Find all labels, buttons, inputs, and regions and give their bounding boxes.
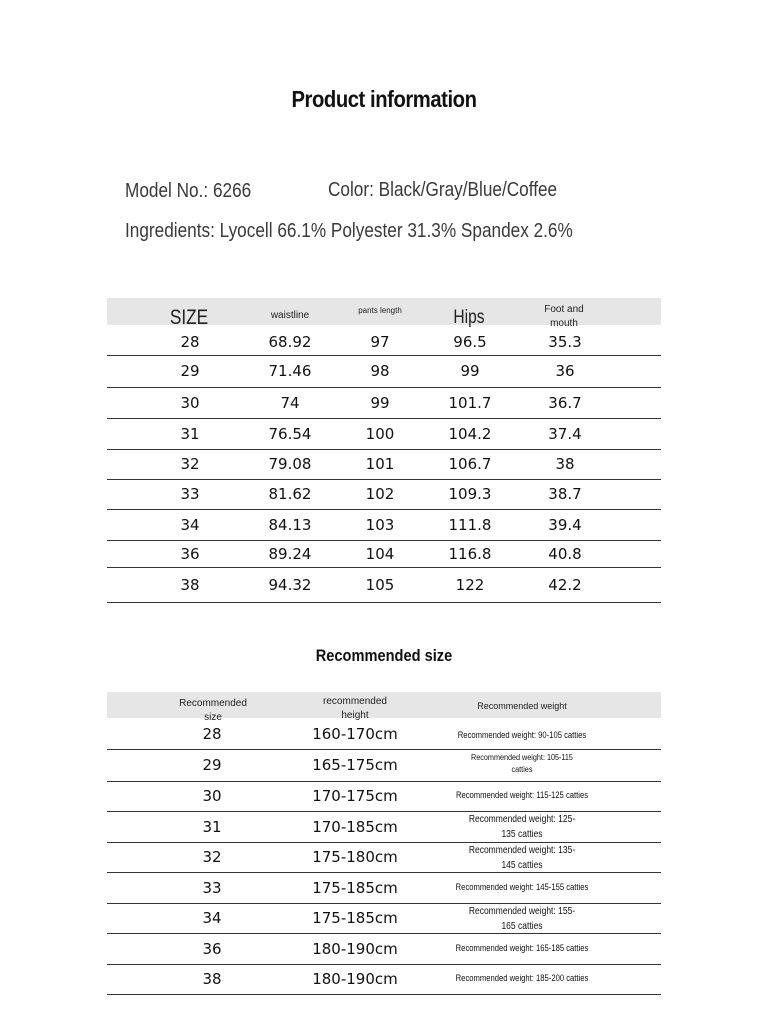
cell-waistline: 94.32 (268, 576, 312, 594)
cell-size: 32 (180, 455, 200, 473)
cell-pants-length: 99 (370, 394, 390, 412)
table-row (107, 567, 661, 603)
cell-recommended-height: 175-180cm (312, 848, 398, 866)
cell-size: 28 (180, 333, 200, 351)
table-row (107, 449, 661, 480)
cell-recommended-size: 36 (202, 940, 222, 958)
header-foot-mouth: Foot and mouth (544, 304, 584, 329)
cell-recommended-height: 180-190cm (312, 970, 398, 988)
page-title: Product information (291, 86, 477, 112)
cell-recommended-weight: Recommended weight: 165-185 catties (455, 943, 589, 953)
cell-recommended-height: 180-190cm (312, 940, 398, 958)
table-row (107, 718, 661, 750)
header-recommended-height: recommended height (323, 696, 387, 721)
table-row (107, 842, 661, 873)
cell-waistline: 76.54 (268, 425, 312, 443)
cell-pants-length: 102 (365, 485, 395, 503)
cell-size: 31 (180, 425, 200, 443)
cell-size: 36 (180, 545, 200, 563)
table-row (107, 355, 661, 388)
cell-foot-mouth: 38 (555, 455, 575, 473)
table-row (107, 479, 661, 510)
size-table (107, 298, 661, 603)
table-row (107, 903, 661, 934)
cell-foot-mouth: 36.7 (548, 394, 582, 412)
cell-hips: 122 (455, 576, 485, 594)
cell-pants-length: 100 (365, 425, 395, 443)
cell-recommended-weight: Recommended weight: 90-105 catties (457, 730, 587, 740)
header-pants-length: pants length (358, 306, 402, 315)
table-row (107, 540, 661, 568)
cell-hips: 104.2 (448, 425, 492, 443)
table-row (107, 749, 661, 782)
cell-recommended-weight: Recommended weight: 115-125 catties (455, 790, 589, 800)
table-row (107, 872, 661, 904)
header-recommended-size: Recommended size (179, 698, 247, 723)
ingredients-info: Ingredients: Lyocell 66.1% Polyester 31.3% Spandex 2.6% (125, 220, 573, 242)
cell-waistline: 68.92 (268, 333, 312, 351)
cell-hips: 99 (460, 362, 480, 380)
cell-pants-length: 105 (365, 576, 395, 594)
cell-recommended-weight: Recommended weight: 145-155 catties (455, 882, 589, 892)
cell-foot-mouth: 40.8 (548, 545, 582, 563)
table-row (107, 933, 661, 965)
cell-pants-length: 101 (365, 455, 395, 473)
cell-pants-length: 97 (370, 333, 390, 351)
table-row (107, 811, 661, 843)
cell-recommended-size: 30 (202, 787, 222, 805)
cell-hips: 101.7 (448, 394, 492, 412)
cell-recommended-size: 38 (202, 970, 222, 988)
cell-pants-length: 104 (365, 545, 395, 563)
cell-recommended-height: 160-170cm (312, 725, 398, 743)
cell-pants-length: 103 (365, 516, 395, 534)
header-recommended-weight: Recommended weight (477, 701, 567, 711)
cell-hips: 111.8 (448, 516, 492, 534)
cell-pants-length: 98 (370, 362, 390, 380)
cell-foot-mouth: 42.2 (548, 576, 582, 594)
cell-recommended-weight: Recommended weight: 105-115 catties (471, 752, 573, 775)
cell-recommended-size: 31 (202, 818, 222, 836)
header-hips: Hips (453, 307, 485, 328)
cell-size: 34 (180, 516, 200, 534)
cell-foot-mouth: 39.4 (548, 516, 582, 534)
color-info: Color: Black/Gray/Blue/Coffee (328, 179, 558, 201)
cell-size: 38 (180, 576, 200, 594)
cell-recommended-size: 33 (202, 879, 222, 897)
recommended-table (107, 692, 661, 995)
cell-recommended-weight: Recommended weight: 135-145 catties (468, 845, 576, 871)
cell-recommended-weight: Recommended weight: 185-200 catties (455, 973, 589, 983)
cell-waistline: 81.62 (268, 485, 312, 503)
cell-hips: 96.5 (453, 333, 487, 351)
size-table-header (107, 298, 661, 329)
cell-foot-mouth: 38.7 (548, 485, 582, 503)
cell-recommended-height: 175-185cm (312, 909, 398, 927)
cell-size: 29 (180, 362, 200, 380)
table-row (107, 781, 661, 812)
cell-size: 33 (180, 485, 200, 503)
table-row (107, 387, 661, 419)
cell-hips: 109.3 (448, 485, 492, 503)
cell-waistline: 84.13 (268, 516, 312, 534)
cell-size: 30 (180, 394, 200, 412)
cell-recommended-size: 28 (202, 725, 222, 743)
table-row (107, 325, 661, 356)
cell-recommended-size: 29 (202, 756, 222, 774)
cell-foot-mouth: 35.3 (548, 333, 582, 351)
recommended-table-header (107, 692, 661, 723)
header-waistline: waistline (270, 310, 310, 321)
table-row (107, 418, 661, 450)
cell-waistline: 79.08 (268, 455, 312, 473)
cell-recommended-height: 175-185cm (312, 879, 398, 897)
cell-recommended-size: 34 (202, 909, 222, 927)
cell-recommended-height: 170-175cm (312, 787, 398, 805)
cell-waistline: 71.46 (268, 362, 312, 380)
table-row (107, 964, 661, 995)
cell-waistline: 74 (280, 394, 300, 412)
cell-recommended-height: 165-175cm (312, 756, 398, 774)
cell-foot-mouth: 36 (555, 362, 575, 380)
cell-recommended-weight: Recommended weight: 125-135 catties (468, 814, 576, 840)
table-row (107, 509, 661, 541)
recommended-title: Recommended size (315, 646, 453, 665)
cell-recommended-size: 32 (202, 848, 222, 866)
cell-hips: 116.8 (448, 545, 492, 563)
cell-waistline: 89.24 (268, 545, 312, 563)
cell-recommended-height: 170-185cm (312, 818, 398, 836)
cell-foot-mouth: 37.4 (548, 425, 582, 443)
header-size: SIZE (169, 306, 209, 329)
model-number: Model No.: 6266 (125, 180, 252, 202)
cell-recommended-weight: Recommended weight: 155-165 catties (468, 906, 576, 932)
cell-hips: 106.7 (448, 455, 492, 473)
